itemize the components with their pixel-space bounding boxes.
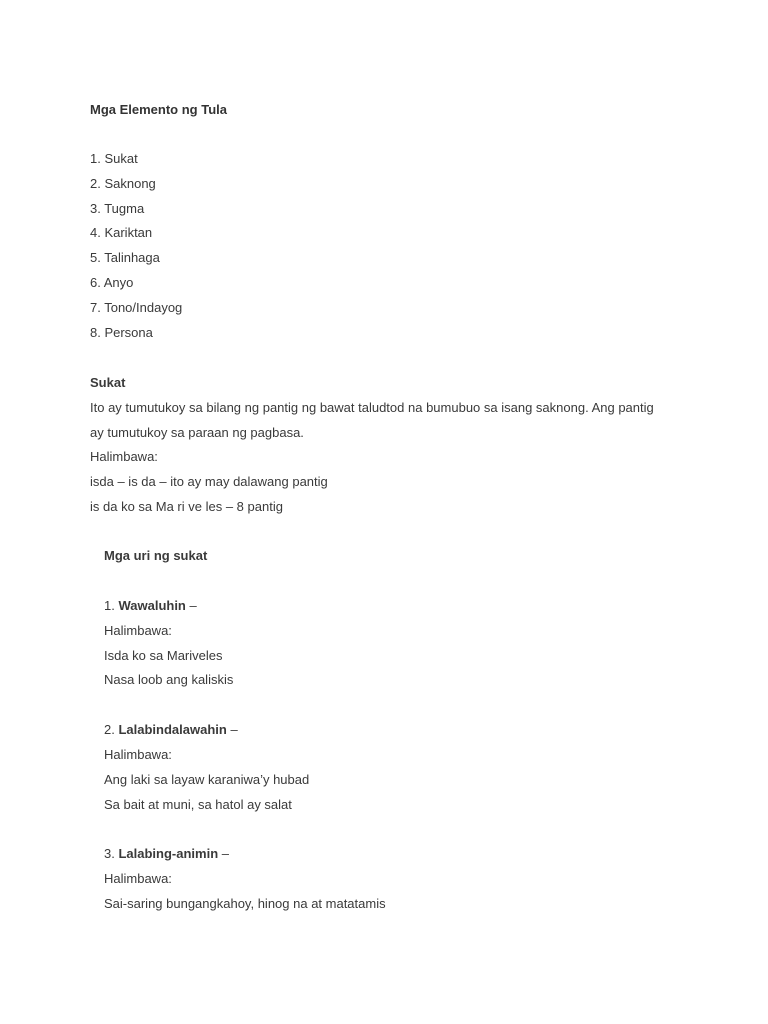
example-line: Ang laki sa layaw karaniwa’y hubad <box>104 772 310 787</box>
list-item: 5. Talinhaga <box>90 250 160 265</box>
list-item: 6. Anyo <box>90 275 134 290</box>
sukat-description-line: Ito ay tumutukoy sa bilang ng pantig ng bawat taludtod na bumubuo sa isang saknong. Ang pantig <box>90 400 654 415</box>
list-item: 4. Kariktan <box>90 225 153 240</box>
section-heading-sukat: Sukat <box>90 375 126 390</box>
list-item: 1. Sukat <box>90 151 138 166</box>
sukat-type-name: Wawaluhin <box>118 598 186 613</box>
sukat-type-number: 2. <box>104 722 119 737</box>
document-title: Mga Elemento ng Tula <box>90 102 227 117</box>
subsection-heading-uri: Mga uri ng sukat <box>104 548 208 563</box>
example-label: Halimbawa: <box>104 871 172 886</box>
example-label: Halimbawa: <box>104 623 172 638</box>
example-label: Halimbawa: <box>104 747 172 762</box>
example-line: Nasa loob ang kaliskis <box>104 672 234 687</box>
list-item: 2. Saknong <box>90 176 156 191</box>
sukat-type-number: 1. <box>104 598 119 613</box>
example-line: Sai-saring bungangkahoy, hinog na at matatamis <box>104 896 386 911</box>
sukat-type-dash: – <box>226 722 238 737</box>
list-item: 7. Tono/Indayog <box>90 300 183 315</box>
example-line: Sa bait at muni, sa hatol ay salat <box>104 797 292 812</box>
sukat-type-heading <box>104 845 229 863</box>
sukat-type-name: Lalabing-animin <box>118 846 219 861</box>
example-line: isda – is da – ito ay may dalawang pantig <box>90 474 328 489</box>
sukat-type-dash: – <box>218 846 229 861</box>
sukat-type-heading <box>104 721 238 739</box>
example-line: is da ko sa Ma ri ve les – 8 pantig <box>90 499 283 514</box>
example-line: Isda ko sa Mariveles <box>104 648 223 663</box>
sukat-type-heading <box>104 597 197 615</box>
list-item: 8. Persona <box>90 325 153 340</box>
sukat-type-dash: – <box>185 598 197 613</box>
list-item: 3. Tugma <box>90 201 145 216</box>
example-label: Halimbawa: <box>90 449 158 464</box>
sukat-description-line: ay tumutukoy sa paraan ng pagbasa. <box>90 425 304 440</box>
sukat-type-name: Lalabindalawahin <box>118 722 227 737</box>
sukat-type-number: 3. <box>104 846 119 861</box>
